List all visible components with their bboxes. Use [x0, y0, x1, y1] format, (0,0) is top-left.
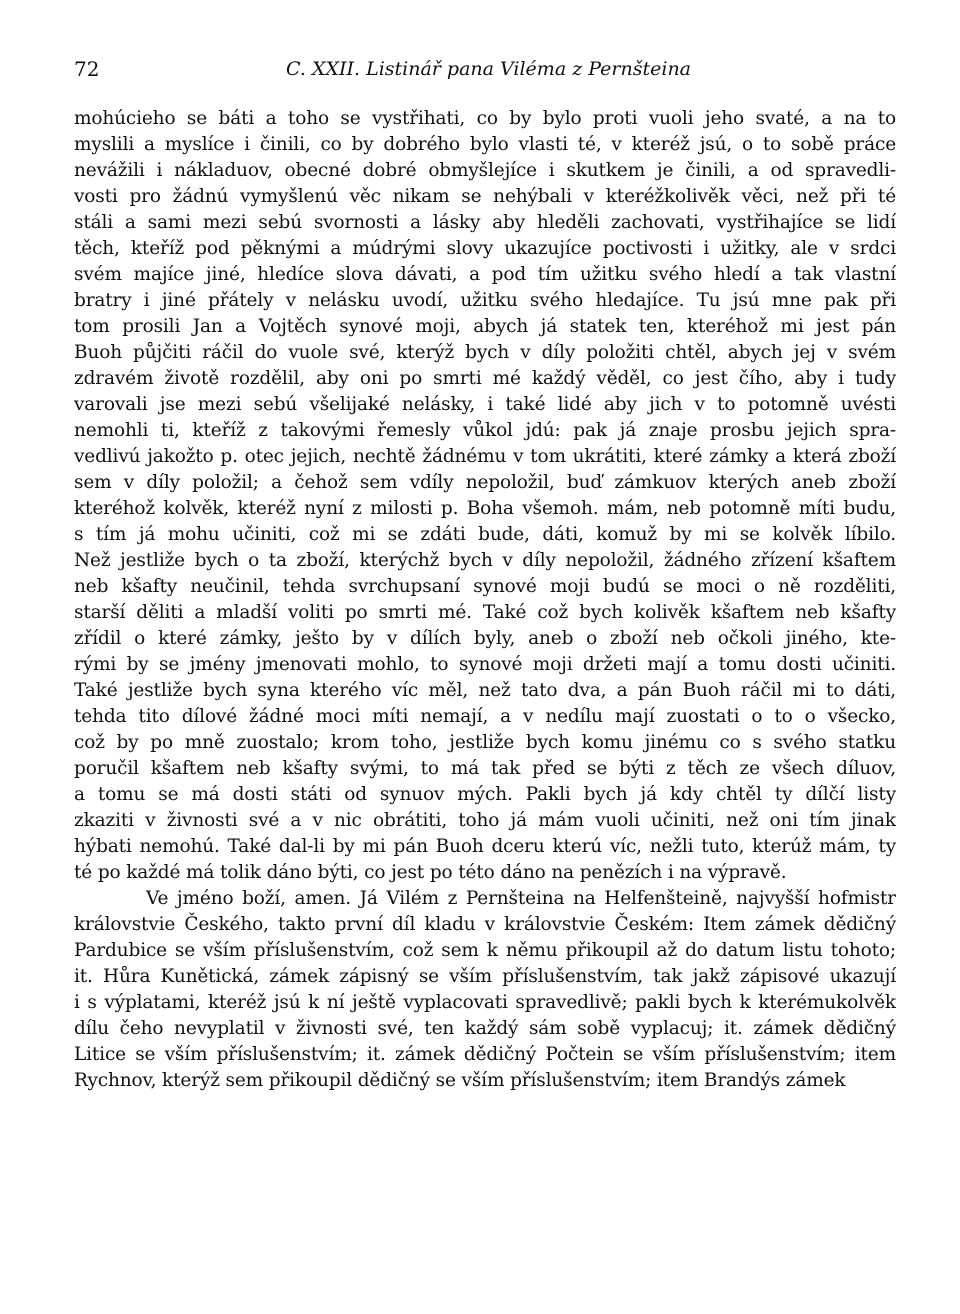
text-line: i s výplatami, kteréž jsú k ní ještě vyplacovati spravedlivě; pakli bych k kterémukolvěk	[74, 992, 896, 1013]
text-line: sem v díly položil; a čehož sem vdíly nepoložil, buď zámkuov kterých aneb zboží	[74, 472, 896, 493]
text-line: zdravém životě rozdělil, aby oni po smrti mé každý věděl, co jest čího, aby i tudy	[74, 368, 896, 389]
text-line: nemohli ti, kteříž z takovými řemesly vůkol jdú: pak já znaje prosbu jejich spra-	[74, 420, 896, 441]
text-line: rými by se jmény jmenovati mohlo, to synové moji držeti mají a tomu dosti učiniti.	[74, 654, 896, 675]
text-line: myslili a myslíce i činili, co by dobrého bylo vlasti té, v kteréž jsú, o to sobě práce	[74, 134, 896, 155]
text-line: Buoh půjčiti ráčil do vuole své, kterýž bych v díly položiti chtěl, abych jej v svém	[74, 342, 896, 363]
text-line: varovali jse mezi sebú všelijaké nelásky, i také lidé aby jich v to potomně uvésti	[74, 394, 896, 415]
text-line: poručil kšaftem neb kšafty svými, to má tak před se býti z těch ze všech díluov,	[74, 758, 896, 779]
text-line: svém majíce jiné, hledíce slova dávati, a pod tím užitku svého hledí a tak vlastní	[74, 264, 896, 285]
text-line: těch, kteříž pod pěknými a múdrými slovy ukazujíce poctivosti i užitky, ale v srdci	[74, 238, 896, 259]
text-line: starší děliti a mladší voliti po smrti mé. Také což bych kolivěk kšaftem neb kšafty	[74, 602, 896, 623]
text-line: s tím já mohu učiniti, což mi se zdáti bude, dáti, komuž by mi se kolvěk líbilo.	[74, 524, 896, 545]
text-line: nevážili i nákladuov, obecné dobré obmyšlejíce i skutkem je činili, a od spravedli-	[74, 160, 896, 181]
text-line: Než jestliže bych o ta zboží, kterýchž bych v díly nepoložil, žádného zřízení kšaftem	[74, 550, 896, 571]
text-line: it. Hůra Kunětická, zámek zápisný se vším příslušenstvím, tak jakž zápisové ukazují	[74, 966, 896, 987]
text-line: tom prosili Jan a Vojtěch synové moji, abych já statek ten, kteréhož mi jest pán	[74, 316, 896, 337]
text-line: Pardubice se vším příslušenstvím, což sem k němu přikoupil až do datum listu tohoto;	[74, 940, 896, 961]
text-line: dílu čeho nevyplatil v živnosti své, ten každý sám sobě vyplacuj; it. zámek dědičný	[74, 1018, 896, 1039]
page-number: 72	[74, 57, 100, 81]
body-text	[74, 106, 896, 1094]
paragraph-2	[74, 886, 896, 1094]
running-head: C. XXII. Listinář pana Viléma z Pernšteina	[286, 58, 692, 80]
page-header	[74, 54, 894, 84]
text-line: tehda tito dílové žádné moci míti nemají, a v nedílu mají zuostati o to o všecko,	[74, 706, 896, 727]
text-line: kteréhož kolvěk, kteréž nyní z milosti p. Boha všemoh. mám, neb potomně míti budu,	[74, 498, 896, 519]
text-line: Také jestliže bych syna kterého víc měl, než tato dva, a pán Buoh ráčil mi to dáti,	[74, 680, 896, 701]
text-line: Litice se vším příslušenstvím; it. zámek dědičný Počtein se vším příslušenstvím; item	[74, 1044, 896, 1065]
text-line: a tomu se má dosti státi od synuov mých. Pakli bych já kdy chtěl ty dílčí listy	[74, 784, 896, 805]
text-line: té po každé má tolik dáno býti, co jest po této dáno na penězích i na výpravě.	[74, 862, 787, 883]
text-line: zřídil o které zámky, ješto by v dílích byly, aneb o zboží neb očkoli jiného, kte-	[74, 628, 896, 649]
text-line: hýbati nemohú. Také dal-li by mi pán Buoh dceru kterú víc, nežli tuto, kterúž mám, ty	[74, 836, 896, 857]
text-line: královstvie Českého, takto první díl kladu v královstvie Českém: Item zámek dědičný	[74, 914, 896, 935]
text-line: mohúcieho se báti a toho se vystřihati, co by bylo proti vuoli jeho svaté, a na to	[74, 108, 896, 129]
text-line: neb kšafty neučinil, tehda svrchupsaní synové moji budú se moci o ně rozděliti,	[74, 576, 896, 597]
text-line: Ve jméno boží, amen. Já Vilém z Pernšteina na Helfenšteině, najvyšší hofmistr	[146, 888, 896, 909]
text-line: vedlivú jakožto p. otec jejich, nechtě žádnému v tom ukrátiti, které zámky a která zboží	[74, 446, 896, 467]
paragraph-1	[74, 106, 896, 886]
text-line: stáli a sami mezi sebú svornosti a lásky aby hleděli zachovati, vystřihajíce se lidí	[74, 212, 896, 233]
text-line: bratry i jiné přátely v nelásku uvodí, užitku svého hledajíce. Tu jsú mne pak při	[74, 290, 896, 311]
text-line: zkaziti v živnosti své a v nic obrátiti, toho já mám vuoli učiniti, než oni tím jinak	[74, 810, 896, 831]
text-line: vosti pro žádnú vymyšlenú věc nikam se nehýbali v kteréžkolivěk věci, než při té	[74, 186, 896, 207]
text-line: což by po mně zuostalo; krom toho, jestliže bych komu jinému co s svého statku	[74, 732, 896, 753]
text-line: Rychnov, kterýž sem přikoupil dědičný se vším příslušenstvím; item Brandýs zámek	[74, 1070, 846, 1091]
